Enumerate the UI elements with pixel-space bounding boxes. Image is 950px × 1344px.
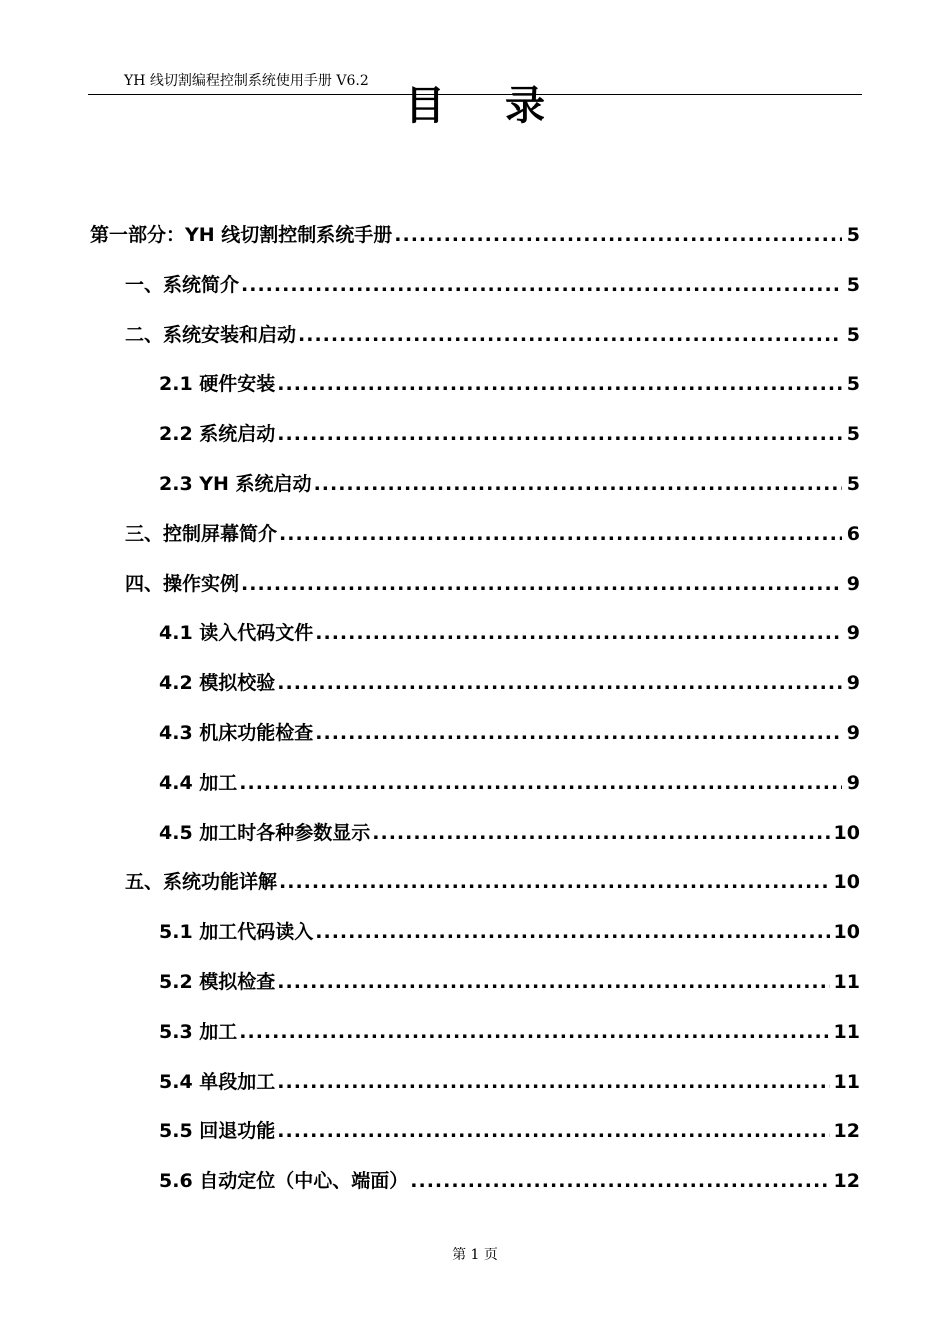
toc-leader-dots xyxy=(277,971,829,993)
toc-entry-label: 5.6 自动定位（中心、端面） xyxy=(159,1170,409,1193)
toc-entry[interactable] xyxy=(90,419,860,469)
toc-entry-label: 5.3 加工 xyxy=(159,1020,238,1043)
toc-leader-dots xyxy=(315,921,829,943)
toc-entry[interactable] xyxy=(90,1017,860,1067)
toc-entry[interactable] xyxy=(90,917,860,967)
toc-entry[interactable] xyxy=(90,569,860,619)
toc-leader-dots xyxy=(277,373,842,395)
toc-entry[interactable] xyxy=(90,1067,860,1117)
toc-leader-dots xyxy=(239,772,842,794)
toc-entry-page: 11 xyxy=(833,1020,860,1043)
toc-entry[interactable] xyxy=(90,369,860,419)
header-text: YH 线切割编程控制系统使用手册 V6.2 xyxy=(124,73,369,89)
toc-entry-label: 二、系统安装和启动 xyxy=(125,323,297,346)
toc-entry-label: 4.4 加工 xyxy=(159,771,238,794)
toc-entry[interactable] xyxy=(90,1166,860,1216)
table-of-contents xyxy=(90,220,860,1216)
toc-leader-dots xyxy=(298,324,842,346)
toc-entry[interactable] xyxy=(90,469,860,519)
toc-entry[interactable] xyxy=(90,967,860,1017)
toc-entry-page: 9 xyxy=(846,721,860,744)
toc-leader-dots xyxy=(394,224,842,246)
toc-entry-page: 5 xyxy=(846,323,860,346)
toc-leader-dots xyxy=(241,274,842,296)
toc-entry-page: 9 xyxy=(846,622,860,645)
page-title: 目录 xyxy=(405,83,605,129)
toc-leader-dots xyxy=(372,822,829,844)
toc-leader-dots xyxy=(241,573,842,595)
toc-entry-label: 4.2 模拟校验 xyxy=(159,672,276,695)
toc-leader-dots xyxy=(277,423,842,445)
toc-leader-dots xyxy=(277,1120,829,1142)
toc-entry-page: 12 xyxy=(833,1120,860,1143)
toc-entry[interactable] xyxy=(90,718,860,768)
toc-entry[interactable] xyxy=(90,519,860,569)
toc-entry[interactable] xyxy=(90,1116,860,1166)
toc-entry[interactable] xyxy=(90,618,860,668)
toc-entry-page: 9 xyxy=(846,572,860,595)
toc-entry-page: 11 xyxy=(833,970,860,993)
toc-entry-label: 四、操作实例 xyxy=(125,572,240,595)
toc-entry-page: 11 xyxy=(833,1070,860,1093)
toc-leader-dots xyxy=(410,1170,829,1192)
toc-leader-dots xyxy=(279,871,830,893)
toc-entry-page: 5 xyxy=(846,373,860,396)
toc-entry[interactable] xyxy=(90,668,860,718)
toc-entry-page: 10 xyxy=(833,921,860,944)
toc-entry-label: 三、控制屏幕简介 xyxy=(125,522,278,545)
toc-entry-label: 4.5 加工时各种参数显示 xyxy=(159,821,371,844)
toc-entry[interactable] xyxy=(90,818,860,868)
toc-entry[interactable] xyxy=(90,768,860,818)
toc-entry-label: 4.3 机床功能检查 xyxy=(159,721,314,744)
toc-entry-page: 12 xyxy=(833,1170,860,1193)
toc-entry-label: 4.1 读入代码文件 xyxy=(159,622,314,645)
toc-leader-dots xyxy=(277,672,842,694)
toc-entry[interactable] xyxy=(90,220,860,270)
toc-entry-page: 6 xyxy=(846,522,860,545)
toc-leader-dots xyxy=(315,622,842,644)
toc-entry-page: 5 xyxy=(846,423,860,446)
toc-entry[interactable] xyxy=(90,270,860,320)
toc-entry-label: 2.3 YH 系统启动 xyxy=(159,472,312,495)
toc-entry-page: 5 xyxy=(846,472,860,495)
toc-entry[interactable] xyxy=(90,320,860,370)
toc-entry-page: 5 xyxy=(846,273,860,296)
toc-entry-label: 5.4 单段加工 xyxy=(159,1070,276,1093)
toc-entry-label: 5.1 加工代码读入 xyxy=(159,921,314,944)
toc-entry-label: 2.1 硬件安装 xyxy=(159,373,276,396)
toc-leader-dots xyxy=(239,1021,829,1043)
toc-entry-label: 五、系统功能详解 xyxy=(125,871,278,894)
toc-entry-page: 9 xyxy=(846,672,860,695)
toc-entry-label: 5.5 回退功能 xyxy=(159,1120,276,1143)
toc-entry-page: 9 xyxy=(846,771,860,794)
toc-entry-label: 第一部分：YH 线切割控制系统手册 xyxy=(90,224,393,246)
toc-entry-page: 10 xyxy=(833,871,860,894)
toc-entry-label: 一、系统简介 xyxy=(125,273,240,296)
toc-leader-dots xyxy=(315,722,842,744)
page-footer: 第 1 页 xyxy=(452,1247,498,1263)
toc-entry-page: 10 xyxy=(833,821,860,844)
toc-entry-page: 5 xyxy=(846,224,860,246)
toc-leader-dots xyxy=(314,473,842,495)
toc-leader-dots xyxy=(279,523,842,545)
toc-entry-label: 5.2 模拟检查 xyxy=(159,970,276,993)
toc-entry[interactable] xyxy=(90,867,860,917)
toc-leader-dots xyxy=(277,1071,829,1093)
toc-entry-label: 2.2 系统启动 xyxy=(159,423,276,446)
